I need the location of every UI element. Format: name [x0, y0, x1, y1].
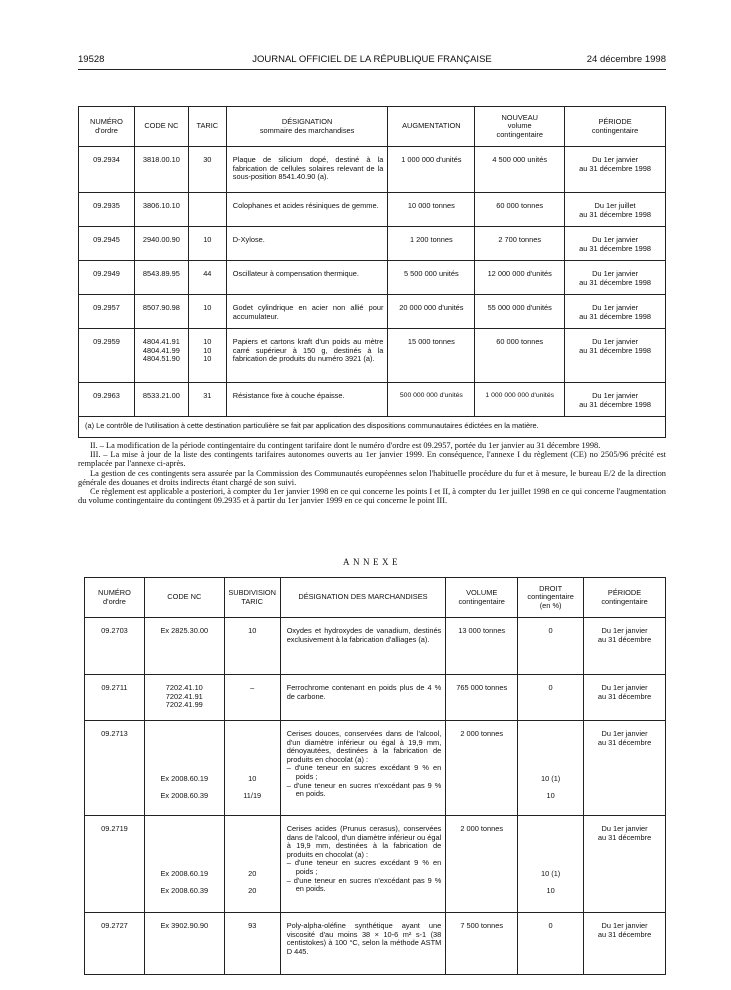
cell-designation: Plaque de silicium dopé, destiné à la fabrication de cellules solaires relevant de la sous-position 8541.40.90 (a). — [226, 147, 388, 193]
cell-designation: Ferrochrome contenant en poids plus de 4 % de carbone. — [280, 675, 446, 721]
table-row — [79, 261, 666, 295]
col-header-periode: PÉRIODE contingentaire — [565, 107, 666, 147]
cell-designation: Oscillateur à compensation thermique. — [226, 261, 388, 295]
cell-code: 2940.00.90 — [134, 227, 188, 261]
paragraph: La gestion de ces contingents sera assurée par la Commission des Communautés européennes selon l'habituelle procédure du fur et à mesure, le bureau E/2 de la direction générale des douanes et droits indirects étant chargé de son suivi. — [78, 468, 666, 487]
droit-line: 10 (1) — [540, 774, 561, 783]
cell-taric: 31 — [188, 383, 226, 417]
col-header-droit: DROIT contingentaire (en %) — [518, 578, 584, 618]
cell-periode: Du 1er janvier au 31 décembre 1998 — [565, 261, 666, 295]
designation-text: Cerises acides (Prunus cerasus), conservées dans de l'alcool, d'un diamètre inférieur ou égal à 19,9 mm, destinées à la fabrication de produits en chocolat (a) : — [286, 824, 442, 859]
cell-periode: Du 1er juillet au 31 décembre 1998 — [565, 193, 666, 227]
cell-designation: D-Xylose. — [226, 227, 388, 261]
cell-code: 3806.10.10 — [134, 193, 188, 227]
cell-volume: 13 000 tonnes — [446, 618, 518, 675]
cell-nouveau: 60 000 tonnes — [475, 329, 565, 383]
col-header-numero: NUMÉRO d'ordre — [79, 107, 135, 147]
cell-droit — [518, 721, 584, 816]
code-line: Ex 2008.60.19 — [160, 774, 209, 783]
cell-subdivision: – — [224, 675, 280, 721]
cell-nouveau: 55 000 000 d'unités — [475, 295, 565, 329]
cell-code — [144, 721, 224, 816]
col-header-designation: DÉSIGNATION DES MARCHANDISES — [280, 578, 446, 618]
cell-augmentation: 1 000 000 d'unités — [388, 147, 475, 193]
cell-augmentation: 10 000 tonnes — [388, 193, 475, 227]
table-row — [79, 147, 666, 193]
quota-increase-table — [78, 106, 666, 438]
issue-date: 24 décembre 1998 — [586, 54, 666, 65]
cell-numero: 09.2711 — [85, 675, 145, 721]
cell-designation: Papiers et cartons kraft d'un poids au mètre carré supérieur à 150 g, destinés à la fabrication de produits du numéro 3921 (a). — [226, 329, 388, 383]
cell-nouveau: 2 700 tonnes — [475, 227, 565, 261]
cell-droit — [518, 816, 584, 913]
designation-item: – d'une teneur en sucres excédant 9 % en poids ; — [286, 763, 442, 781]
cell-subdivision: 93 — [224, 913, 280, 975]
subdivision-line: 11/19 — [243, 790, 262, 800]
table-row — [79, 193, 666, 227]
col-header-numero: NUMÉRO d'ordre — [85, 578, 145, 618]
table-row — [79, 383, 666, 417]
col-header-taric: TARIC — [188, 107, 226, 147]
cell-nouveau: 60 000 tonnes — [475, 193, 565, 227]
table-row — [85, 913, 666, 975]
table-header-row — [79, 107, 666, 147]
cell-volume: 2 000 tonnes — [446, 816, 518, 913]
cell-nouveau: 12 000 000 d'unités — [475, 261, 565, 295]
cell-nouveau: 1 000 000 000 d'unités — [475, 383, 565, 417]
designation-item: – d'une teneur en sucres n'excédant pas 9 % en poids. — [286, 780, 442, 799]
col-header-code: CODE NC — [144, 578, 224, 618]
table-row — [79, 295, 666, 329]
cell-droit: 0 — [518, 913, 584, 975]
cell-code: Ex 3902.90.90 — [144, 913, 224, 975]
cell-augmentation: 15 000 tonnes — [388, 329, 475, 383]
col-header-designation: DÉSIGNATION sommaire des marchandises — [226, 107, 388, 147]
cell-designation — [280, 816, 446, 913]
table-row — [85, 816, 666, 913]
cell-designation: Poly-alpha-oléfine synthétique ayant une viscosité d'au moins 38 × 10-6 m² s-1 (38 centistokes) à 100 °C, selon la méthode ASTM D 445. — [280, 913, 446, 975]
cell-numero: 09.2934 — [79, 147, 135, 193]
subdivision-line: 20 — [248, 869, 257, 878]
cell-code: 7202.41.10 7202.41.91 7202.41.99 — [144, 675, 224, 721]
cell-volume: 2 000 tonnes — [446, 721, 518, 816]
subdivision-line: 10 — [248, 774, 257, 783]
cell-numero: 09.2719 — [85, 816, 145, 913]
table-row — [85, 618, 666, 675]
cell-volume: 7 500 tonnes — [446, 913, 518, 975]
cell-code — [144, 816, 224, 913]
cell-designation: Résistance fixe à couche épaisse. — [226, 383, 388, 417]
cell-periode: Du 1er janvier au 31 décembre — [584, 618, 666, 675]
paragraph: II. – La modification de la période contingentaire du contingent tarifaire dont le numéro d'ordre est 09.2957, portée du 1er janvier au 31 décembre 1998. — [90, 441, 601, 450]
cell-periode: Du 1er janvier au 31 décembre 1998 — [565, 329, 666, 383]
table-row — [85, 675, 666, 721]
cell-droit: 0 — [518, 618, 584, 675]
table-footnote-row — [79, 417, 666, 438]
cell-augmentation: 5 500 000 unités — [388, 261, 475, 295]
code-line: Ex 2008.60.39 — [160, 790, 209, 800]
cell-periode: Du 1er janvier au 31 décembre — [584, 721, 666, 816]
cell-volume: 765 000 tonnes — [446, 675, 518, 721]
cell-numero: 09.2945 — [79, 227, 135, 261]
droit-line: 10 — [546, 790, 555, 800]
cell-taric — [188, 193, 226, 227]
header-rule — [78, 69, 666, 70]
page-number: 19528 — [78, 54, 105, 65]
cell-designation: Oxydes et hydroxydes de vanadium, destinés exclusivement à la fabrication d'alliages (a). — [280, 618, 446, 675]
cell-periode: Du 1er janvier au 31 décembre — [584, 816, 666, 913]
cell-designation: Colophanes et acides résiniques de gemme. — [226, 193, 388, 227]
cell-taric: 10 — [188, 227, 226, 261]
col-header-augmentation: AUGMENTATION — [388, 107, 475, 147]
cell-droit: 0 — [518, 675, 584, 721]
designation-item: – d'une teneur en sucres n'excédant pas 9 % en poids. — [286, 875, 442, 894]
cell-periode: Du 1er janvier au 31 décembre — [584, 675, 666, 721]
code-line: Ex 2008.60.19 — [160, 869, 209, 878]
cell-numero: 09.2713 — [85, 721, 145, 816]
cell-periode: Du 1er janvier au 31 décembre 1998 — [565, 147, 666, 193]
annexe-table — [84, 577, 666, 975]
cell-designation: Godet cylindrique en acier non allié pour accumulateur. — [226, 295, 388, 329]
cell-periode: Du 1er janvier au 31 décembre 1998 — [565, 383, 666, 417]
col-header-periode: PÉRIODE contingentaire — [584, 578, 666, 618]
cell-numero: 09.2949 — [79, 261, 135, 295]
table-row — [79, 227, 666, 261]
cell-numero: 09.2963 — [79, 383, 135, 417]
droit-line: 10 — [546, 885, 555, 895]
cell-periode: Du 1er janvier au 31 décembre 1998 — [565, 295, 666, 329]
cell-numero: 09.2957 — [79, 295, 135, 329]
cell-subdivision — [224, 721, 280, 816]
annexe-title: ANNEXE — [343, 557, 401, 567]
cell-code: 4804.41.91 4804.41.99 4804.51.90 — [134, 329, 188, 383]
cell-designation — [280, 721, 446, 816]
cell-taric: 10 10 10 — [188, 329, 226, 383]
code-line: Ex 2008.60.39 — [160, 885, 209, 895]
cell-numero: 09.2727 — [85, 913, 145, 975]
cell-code: 3818.00.10 — [134, 147, 188, 193]
table-row — [79, 329, 666, 383]
body-text — [78, 441, 666, 505]
cell-augmentation: 1 200 tonnes — [388, 227, 475, 261]
cell-code: Ex 2825.30.00 — [144, 618, 224, 675]
paragraph: Ce règlement est applicable a posteriori, à compter du 1er janvier 1998 en ce qui concerne les points I et II, à compter du 1er juillet 1998 en ce qui concerne l'augmentation du volume contingentaire du contingent 09.2935 et à partir du 1er janvier 1999 en ce qui concerne le point III. — [78, 487, 666, 506]
cell-augmentation: 20 000 000 d'unités — [388, 295, 475, 329]
col-header-volume: VOLUME contingentaire — [446, 578, 518, 618]
cell-numero: 09.2703 — [85, 618, 145, 675]
subdivision-line: 20 — [248, 885, 257, 895]
cell-nouveau: 4 500 000 unités — [475, 147, 565, 193]
col-header-subdivision: SUBDIVISION TARIC — [224, 578, 280, 618]
table-row — [85, 721, 666, 816]
cell-augmentation: 500 000 000 d'unités — [388, 383, 475, 417]
cell-subdivision — [224, 816, 280, 913]
cell-taric: 30 — [188, 147, 226, 193]
designation-text: Cerises douces, conservées dans de l'alcool, d'un diamètre inférieur ou égal à 19,9 mm, dénoyautées, destinées à la fabrication de produits en chocolat (a) : — [286, 729, 442, 764]
cell-code: 8507.90.98 — [134, 295, 188, 329]
designation-item: – d'une teneur en sucres excédant 9 % en poids ; — [286, 858, 442, 876]
cell-code: 8533.21.00 — [134, 383, 188, 417]
cell-taric: 10 — [188, 295, 226, 329]
table-header-row — [85, 578, 666, 618]
cell-taric: 44 — [188, 261, 226, 295]
cell-periode: Du 1er janvier au 31 décembre — [584, 913, 666, 975]
cell-numero: 09.2959 — [79, 329, 135, 383]
col-header-code: CODE NC — [134, 107, 188, 147]
paragraph: III. – La mise à jour de la liste des contingents tarifaires autonomes ouverts au 1er janvier 1999. En conséquence, l'annexe I du règlement (CE) no 2505/96 précité est remplacée par l'annexe ci-après. — [78, 450, 666, 469]
running-header — [78, 54, 666, 68]
cell-code: 8543.89.95 — [134, 261, 188, 295]
col-header-nouveau: NOUVEAU volume contingentaire — [475, 107, 565, 147]
cell-subdivision: 10 — [224, 618, 280, 675]
cell-periode: Du 1er janvier au 31 décembre 1998 — [565, 227, 666, 261]
droit-line: 10 (1) — [540, 869, 561, 878]
cell-numero: 09.2935 — [79, 193, 135, 227]
table-footnote: (a) Le contrôle de l'utilisation à cette destination particulière se fait par application des dispositions communautaires édictées en la matière. — [79, 417, 666, 438]
journal-title: JOURNAL OFFICIEL DE LA RÉPUBLIQUE FRANÇAISE — [252, 54, 492, 65]
